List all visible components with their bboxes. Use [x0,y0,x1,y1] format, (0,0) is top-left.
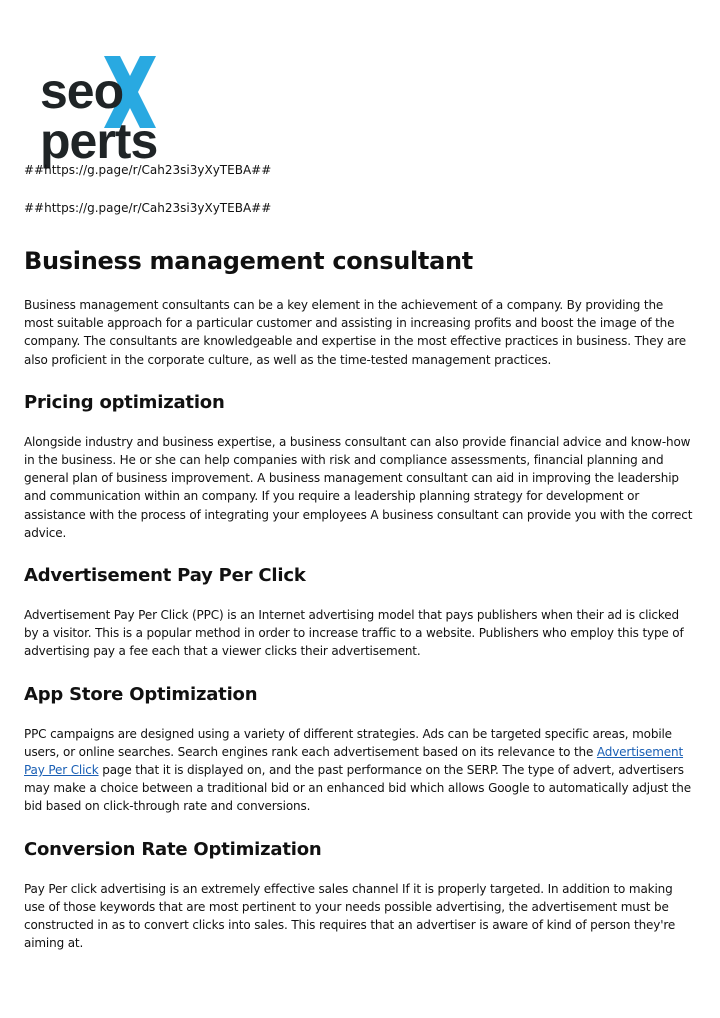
app-store-text-after: page that it is displayed on, and the past performance on the SERP. The type of advert, advertisers may make a choice between a traditional bid or an enhanced bid which allows Google to automatically adjust the bid based on click-through rate and conversions. [24,763,691,814]
app-store-text-before: PPC campaigns are designed using a variety of different strategies. Ads can be targeted specific areas, mobile users, or online searches. Search engines rank each advertisement based on its relevance to the [24,726,672,759]
section-heading-pricing: Pricing optimization [24,391,225,413]
section-text-app-store [24,725,696,816]
section-text-pricing: Alongside industry and business expertise, a business consultant can also provide financial advice and know-how in the business. He or she can help companies with risk and compliance assessments, financial planning and general plan of business improvement. A business management consultant can aid in improving the leadership and communication within an company. If you require a leadership planning strategy for development or assistance with the process of integrating your employees A business consultant can provide you with the correct advice. [24,434,693,540]
reference-link-2: ##https://g.page/r/Cah23si3yXyTEBA## [24,201,272,215]
intro-paragraph: Business management consultants can be a key element in the achievement of a company. By providing the most suitable approach for a particular customer and assisting in increasing profits and boost the image of the company. The consultants are knowledgeable and expertise in the most effective practices in business. They are also proficient in the corporate culture, as well as the time-tested management practices. [24,298,687,367]
logo-wordmark [40,63,260,169]
seoperts-logo [40,58,260,169]
reference-link-1: ##https://g.page/r/Cah23si3yXyTEBA## [24,163,272,177]
page-title: Business management consultant [24,247,473,275]
section-heading-ppc: Advertisement Pay Per Click [24,565,306,587]
section-heading-app-store: App Store Optimization [24,683,258,705]
section-text-ppc: Advertisement Pay Per Click (PPC) is an Internet advertising model that pays publishers when their ad is clicked by a visitor. This is a popular method in order to increase traffic to a website. Publishers who employ this type of advertising pay a fee each that a viewer clicks their advertisement. [24,608,684,659]
section-text-conversion: Pay Per click advertising is an extremely effective sales channel If it is properly targeted. In addition to making use of those keywords that are most pertinent to your needs possible advertising, the advertisement must be constructed in as to convert clicks into sales. This requires that an advertiser is aware of kind of person they're aiming at. [24,881,676,951]
logo-text-left: seo [40,63,124,119]
logo-text-right: perts [40,113,158,169]
advertisement-ppc-link[interactable]: Advertisement Pay Per Click [24,744,684,778]
section-heading-conversion: Conversion Rate Optimization [24,838,322,860]
article-content [24,162,696,952]
